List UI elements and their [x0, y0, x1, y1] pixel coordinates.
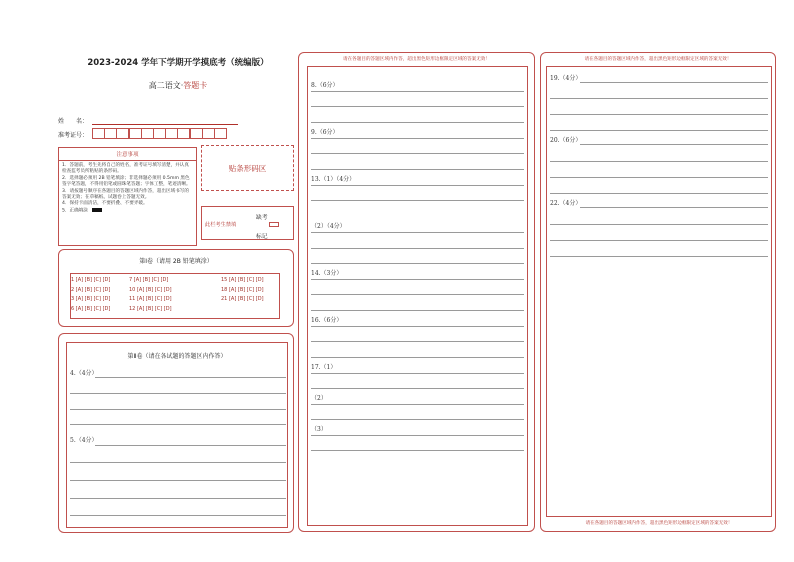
choice-7[interactable]: 7 [A] [B] [C] [D] [129, 277, 169, 283]
answer-line[interactable] [311, 248, 524, 249]
answer-line[interactable] [311, 419, 524, 420]
choice-21[interactable]: 21 [A] [B] [C] [D] [221, 296, 264, 303]
choice-6[interactable]: 6 [A] [B] [C] [D] [71, 305, 111, 312]
id-digit-box[interactable] [153, 128, 166, 139]
answer-line[interactable] [70, 462, 286, 463]
id-digit-box[interactable] [129, 128, 142, 139]
answer-line[interactable] [550, 193, 768, 194]
notice-box [58, 147, 197, 246]
subtitle-separator: · [180, 81, 184, 90]
id-digit-box[interactable] [165, 128, 178, 139]
absent-label: 缺考 [256, 215, 268, 221]
answer-sheet-label: 答题卡 [183, 81, 208, 90]
absent-bubble[interactable] [269, 222, 279, 227]
part2-box [58, 333, 294, 533]
part1-box [58, 249, 294, 327]
answer-line[interactable] [550, 224, 768, 225]
choice-18[interactable]: 18 [A] [B] [C] [D] [221, 286, 264, 293]
right-panel-header: 请在各题目的答题区域内作答，超出黑色矩形边框限定区域的答案无效！ [584, 57, 732, 62]
notice-item-1: 1．答题前，考生先将自己的姓名，准考证号填写清楚，并认真检查监考员所粘贴的条形码。 [62, 163, 189, 175]
right-answer-area [546, 66, 772, 517]
answer-line[interactable] [70, 393, 286, 394]
notice-item-3: 3．请按题号顺序在各题目的答题区域内作答，超出区域书写的答案无效；在草稿纸、试题卷上答题无效。 [62, 188, 189, 201]
answer-line[interactable] [311, 169, 524, 170]
id-digit-box[interactable] [202, 128, 215, 139]
notice-item-2: 2．选择题必须用 2B 铅笔填涂；非选择题必须用 0.5mm 黑色签字笔答题，不得用铅笔或圆珠笔答题；字体工整，笔迹清晰。 [62, 175, 191, 188]
id-digit-box[interactable] [116, 128, 129, 139]
choice-11[interactable]: 11 [A] [B] [C] [D] [129, 296, 172, 303]
choice-2[interactable]: 2 [A] [B] [C] [D] [71, 286, 111, 293]
choice-15[interactable]: 15 [A] [B] [C] [D] [221, 277, 264, 283]
id-digit-box[interactable] [214, 128, 227, 139]
question-17-1-label: 17.（1） [311, 364, 337, 371]
name-field[interactable] [92, 124, 238, 125]
right-panel [540, 52, 776, 532]
question-9-label: 9.（6分） [311, 129, 339, 136]
question-13-1-label: 13.（1）（4分） [311, 176, 356, 183]
notice-item-4: 4．保持卡面清洁，不要折叠、不要弄破。 [62, 201, 148, 207]
answer-line[interactable] [311, 357, 524, 358]
answer-line[interactable] [311, 138, 524, 139]
question-20-label: 20.（6分） [550, 137, 582, 144]
id-digit-box[interactable] [141, 128, 154, 139]
answer-line[interactable] [70, 498, 286, 499]
answer-line[interactable] [311, 450, 524, 451]
answer-line[interactable] [70, 515, 286, 516]
part1-title: 第Ⅰ卷（请用 2B 铅笔填涂） [139, 258, 213, 265]
choice-1[interactable]: 1 [A] [B] [C] [D] [71, 277, 111, 283]
answer-line[interactable] [311, 153, 524, 154]
barcode-area: 贴条形码区 [201, 145, 294, 191]
id-digit-box[interactable] [177, 128, 190, 139]
part2-inner [66, 342, 288, 528]
answer-line[interactable] [550, 161, 768, 162]
middle-panel-header: 请在各题目的答题区域内作答，超出黑色矩形边框限定区域的答案无效！ [342, 57, 490, 62]
answer-line[interactable] [95, 445, 286, 446]
answer-line[interactable] [70, 424, 286, 425]
page-title: 2023-2024 学年下学期开学摸底考（统编版） [87, 58, 269, 68]
answer-line[interactable] [311, 404, 524, 405]
answer-line[interactable] [311, 91, 524, 92]
answer-line[interactable] [70, 409, 286, 410]
answer-line[interactable] [550, 256, 768, 257]
id-digit-box[interactable] [92, 128, 105, 139]
filled-bubble-example [92, 208, 102, 212]
notice-item-5: 5．正确填涂 [62, 208, 193, 215]
question-22-label: 22.（4分） [550, 200, 582, 207]
question-16-label: 16.（6分） [311, 317, 343, 324]
right-panel-footer: 请在各题目的答题区域内作答，超出黑色矩形边框限定区域的答案无效！ [585, 521, 733, 526]
answer-line[interactable] [311, 122, 524, 123]
question-19-label: 19.（4分） [550, 75, 582, 82]
answer-line[interactable] [580, 144, 768, 145]
choice-10[interactable]: 10 [A] [B] [C] [D] [129, 286, 172, 293]
id-digit-box[interactable] [104, 128, 117, 139]
answer-line[interactable] [311, 232, 524, 233]
absent-box-label: 此栏考生禁填 [205, 222, 237, 228]
answer-line[interactable] [580, 82, 768, 83]
answer-line[interactable] [580, 207, 768, 208]
question-5-label: 5.（4分） [70, 437, 98, 444]
answer-line[interactable] [311, 341, 524, 342]
question-17-3-label: （3） [311, 426, 327, 433]
choice-12[interactable]: 12 [A] [B] [C] [D] [129, 305, 172, 312]
subject-label: 高二语文 [148, 81, 181, 90]
answer-line[interactable] [311, 388, 524, 389]
answer-line[interactable] [311, 435, 524, 436]
page-subtitle [60, 80, 296, 91]
answer-line[interactable] [311, 200, 524, 201]
answer-line[interactable] [550, 177, 768, 178]
question-8-label: 8.（6分） [311, 82, 339, 89]
exam-id-boxes[interactable] [92, 128, 226, 139]
exam-id-label: 准考证号： [58, 132, 89, 139]
answer-line[interactable] [311, 326, 524, 327]
answer-line[interactable] [311, 185, 524, 186]
answer-line[interactable] [311, 294, 524, 295]
id-digit-box[interactable] [190, 128, 203, 139]
question-14-label: 14.（3分） [311, 270, 343, 277]
answer-line[interactable] [311, 279, 524, 280]
answer-line[interactable] [95, 377, 286, 378]
answer-line[interactable] [550, 240, 768, 241]
answer-line[interactable] [311, 373, 524, 374]
choice-grid [70, 273, 280, 319]
middle-answer-area [307, 66, 528, 526]
answer-line[interactable] [311, 106, 524, 107]
answer-line[interactable] [70, 480, 286, 481]
notice-title: 注意事项 [116, 152, 139, 158]
question-4-label: 4.（4分） [70, 370, 98, 377]
answer-line[interactable] [550, 114, 768, 115]
middle-panel [298, 52, 535, 532]
question-13-2-label: （2）（4分） [311, 223, 346, 230]
absent-box [201, 206, 294, 240]
answer-line[interactable] [311, 263, 524, 264]
choice-3[interactable]: 3 [A] [B] [C] [D] [71, 296, 111, 303]
mark-label: 标记 [256, 234, 268, 240]
answer-line[interactable] [311, 310, 524, 311]
part2-title: 第Ⅱ卷（请在各试题的答题区内作答） [127, 353, 227, 360]
name-label: 姓 名： [58, 118, 89, 125]
question-17-2-label: （2） [311, 395, 327, 402]
answer-line[interactable] [550, 130, 768, 131]
answer-line[interactable] [550, 98, 768, 99]
